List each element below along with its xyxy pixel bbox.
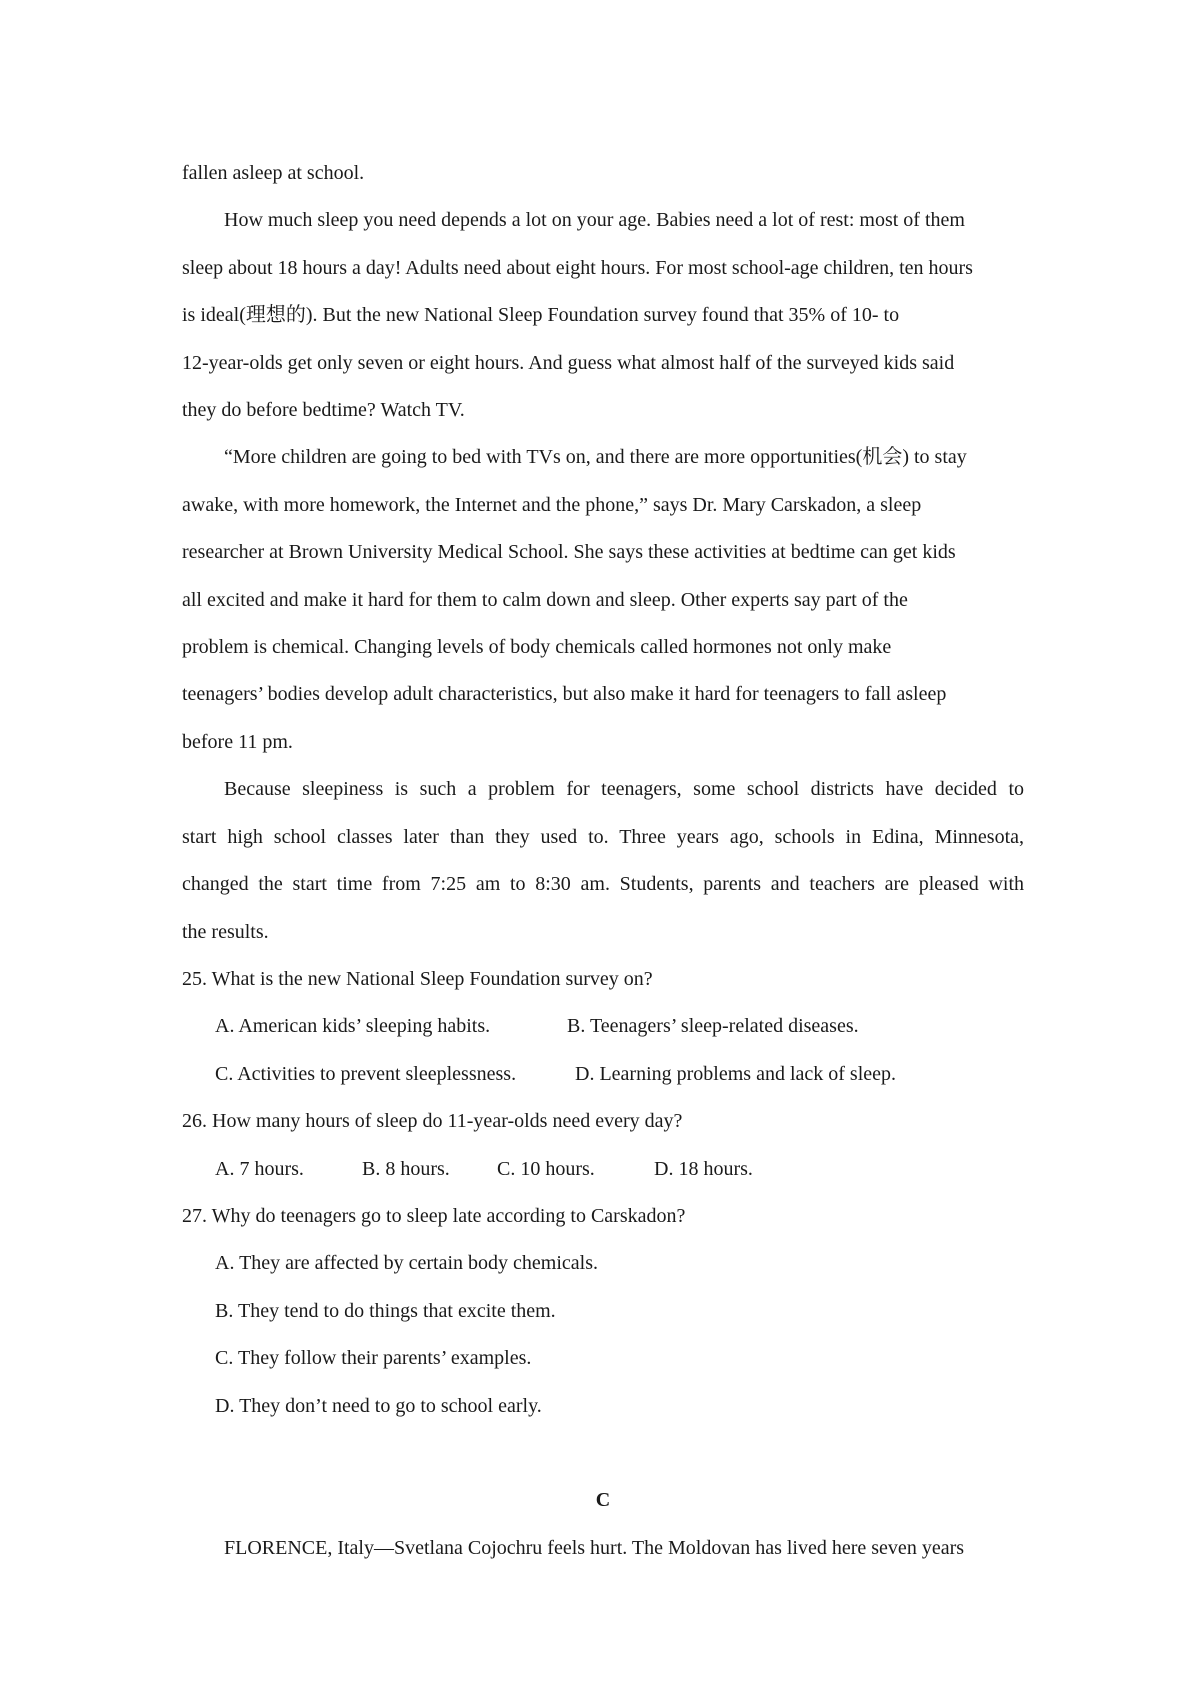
option-c: C. 10 hours. [497, 1157, 595, 1180]
exam-page [182, 150, 1024, 1572]
passage-line: fallen asleep at school. [182, 162, 365, 184]
section-spacer [182, 1430, 1024, 1477]
passage-line: researcher at Brown University Medical School. She says these activities at bedtime can get kids [182, 541, 956, 564]
option-b: B. 8 hours. [362, 1157, 450, 1180]
question-25-stem: 25. What is the new National Sleep Foundation survey on? [182, 967, 653, 990]
section-heading-c: C [595, 1489, 611, 1512]
passage-line: Because sleepiness is such a problem for teenagers, some school districts have decided to [224, 778, 1024, 801]
passage-line: changed the start time from 7:25 am to 8:30 am. Students, parents and teachers are pleased with [182, 873, 1024, 896]
passage-line: they do before bedtime? Watch TV. [182, 399, 465, 422]
passage-line: awake, with more homework, the Internet and the phone,” says Dr. Mary Carskadon, a sleep [182, 493, 922, 516]
question-27-stem: 27. Why do teenagers go to sleep late according to Carskadon? [182, 1204, 686, 1227]
option-d: D. 18 hours. [654, 1157, 753, 1180]
option-a: A. American kids’ sleeping habits. [215, 1015, 491, 1038]
option-d: D. They don’t need to go to school early. [215, 1394, 542, 1417]
passage-line: 12-year-olds get only seven or eight hours. And guess what almost half of the surveyed kids said [182, 351, 955, 374]
option-b: B. Teenagers’ sleep-related diseases. [567, 1015, 859, 1038]
option-d: D. Learning problems and lack of sleep. [575, 1062, 897, 1085]
passage-line: is ideal(理想的). But the new National Sleep Foundation survey found that 35% of 10- to [182, 304, 900, 327]
passage-line: before 11 pm. [182, 730, 293, 753]
passage-line: all excited and make it hard for them to calm down and sleep. Other experts say part of the [182, 588, 908, 611]
question-25-options-row-2 [182, 1051, 1024, 1098]
passage-line: teenagers’ bodies develop adult characteristics, but also make it hard for teenagers to fall asleep [182, 683, 947, 706]
passage-line: start high school classes later than they used to. Three years ago, schools in Edina, Minnesota, [182, 825, 1024, 848]
passage-line: How much sleep you need depends a lot on your age. Babies need a lot of rest: most of them [224, 209, 965, 232]
passage-line: sleep about 18 hours a day! Adults need about eight hours. For most school-age children, ten hours [182, 256, 973, 279]
option-a: A. They are affected by certain body chemicals. [215, 1252, 598, 1275]
question-26-options-row [182, 1146, 1024, 1193]
passage-line: “More children are going to bed with TVs on, and there are more opportunities(机会) to stay [224, 446, 967, 469]
option-b: B. They tend to do things that excite them. [215, 1299, 556, 1322]
passage-line: the results. [182, 920, 269, 943]
passage-line: problem is chemical. Changing levels of body chemicals called hormones not only make [182, 636, 892, 659]
option-a: A. 7 hours. [215, 1157, 304, 1180]
option-c: C. They follow their parents’ examples. [215, 1347, 532, 1370]
option-c: C. Activities to prevent sleeplessness. [215, 1062, 517, 1085]
question-26-stem: 26. How many hours of sleep do 11-year-olds need every day? [182, 1110, 683, 1133]
passage-line: FLORENCE, Italy—Svetlana Cojochru feels hurt. The Moldovan has lived here seven years [224, 1536, 965, 1559]
question-25-options-row-1 [182, 1003, 1024, 1050]
